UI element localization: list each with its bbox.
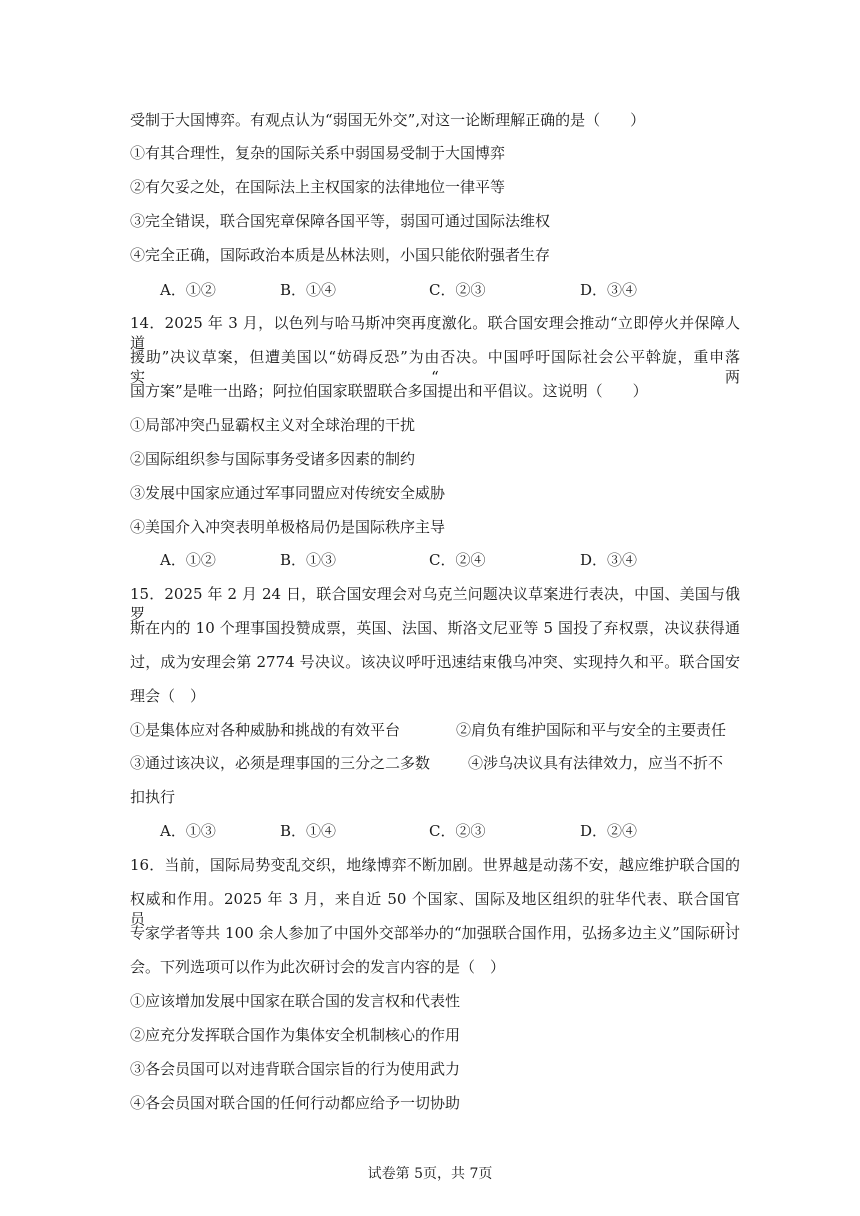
q14-stem-line-2: 援助”决议草案，但遭美国以“妨碍反恐”为由否决。中国呼吁国际社会公平斡旋，重申落实“两 <box>130 348 740 386</box>
q16-statement-2: ②应充分发挥联合国作为集体安全机制核心的作用 <box>130 1026 461 1044</box>
q14-option-b[interactable]: B．①③ <box>280 551 337 569</box>
q15-stem-line-2: 斯在内的 10 个理事国投赞成票，英国、法国、斯洛文尼亚等 5 国投了弃权票，决议获得通 <box>130 619 740 637</box>
q13-option-b[interactable]: B．①④ <box>280 281 337 299</box>
q14-option-c[interactable]: C．②④ <box>429 551 486 569</box>
q15-statement-1: ①是集体应对各种威胁和挑战的有效平台 <box>130 721 401 739</box>
q14-statement-1: ①局部冲突凸显霸权主义对全球治理的干扰 <box>130 416 416 434</box>
q15-stem-line-4: 理会（ ） <box>130 687 206 705</box>
q16-stem-line-4: 会。下列选项可以作为此次研讨会的发言内容的是（ ） <box>130 958 506 976</box>
page-footer: 试卷第 5页，共 7页 <box>367 1166 493 1182</box>
q13-option-a[interactable]: A．①② <box>160 281 216 299</box>
q14-stem-line-3: 国方案”是唯一出路；阿拉伯国家联盟联合多国提出和平倡议。这说明（ ） <box>130 382 648 400</box>
q16-statement-3: ③各会员国可以对违背联合国宗旨的行为使用武力 <box>130 1060 461 1078</box>
q13-statement-3: ③完全错误，联合国宪章保障各国平等，弱国可通过国际法维权 <box>130 212 551 230</box>
q13-stem-tail: 受制于大国博弈。有观点认为“弱国无外交”,对这一论断理解正确的是（ ） <box>130 111 646 129</box>
q14-statement-3: ③发展中国家应通过军事同盟应对传统安全威胁 <box>130 484 446 502</box>
q15-stem-line-1: 15．2025 年 2 月 24 日，联合国安理会对乌克兰问题决议草案进行表决，中国、美国与俄罗 <box>130 585 740 623</box>
q15-option-b[interactable]: B．①④ <box>280 822 337 840</box>
q15-statement-row-1 <box>130 720 740 740</box>
q15-option-d[interactable]: D．②④ <box>580 822 638 840</box>
q13-statement-4: ④完全正确，国际政治本质是丛林法则，小国只能依附强者生存 <box>130 246 551 264</box>
q13-option-d[interactable]: D．③④ <box>580 281 638 299</box>
q15-option-a[interactable]: A．①③ <box>160 822 216 840</box>
q15-statement-row-2 <box>130 753 740 773</box>
q14-stem-line-1: 14．2025 年 3 月，以色列与哈马斯冲突再度激化。联合国安理会推动“立即停火并保障人道 <box>130 314 740 352</box>
q16-stem-line-1: 16．当前，国际局势变乱交织，地缘博弈不断加剧。世界越是动荡不安，越应维护联合国的 <box>130 856 740 874</box>
q15-statement-4-cont: 扣执行 <box>130 788 176 806</box>
q15-statement-3: ③通过该决议，必须是理事国的三分之二多数 <box>130 754 431 772</box>
q15-statement-4: ④涉乌决议具有法律效力，应当不折不 <box>468 754 724 772</box>
q16-statement-4: ④各会员国对联合国的任何行动都应给予一切协助 <box>130 1094 461 1112</box>
q15-stem-line-3: 过，成为安理会第 2774 号决议。该决议呼吁迅速结束俄乌冲突、实现持久和平。联合国安 <box>130 653 740 671</box>
q13-option-c[interactable]: C．②③ <box>429 281 486 299</box>
q14-statement-2: ②国际组织参与国际事务受诸多因素的制约 <box>130 450 416 468</box>
q16-stem-line-2: 权威和作用。2025 年 3 月，来自近 50 个国家、国际及地区组织的驻华代表、联合国官员、 <box>130 890 740 928</box>
q13-statement-1: ①有其合理性，复杂的国际关系中弱国易受制于大国博弈 <box>130 144 506 162</box>
q14-option-d[interactable]: D．③④ <box>580 551 638 569</box>
q15-statement-2: ②肩负有维护国际和平与安全的主要责任 <box>456 721 727 739</box>
q13-statement-2: ②有欠妥之处，在国际法上主权国家的法律地位一律平等 <box>130 178 506 196</box>
q15-option-c[interactable]: C．②③ <box>429 822 486 840</box>
q14-statement-4: ④美国介入冲突表明单极格局仍是国际秩序主导 <box>130 518 446 536</box>
q16-stem-line-3: 专家学者等共 100 余人参加了中国外交部举办的“加强联合国作用，弘扬多边主义”国际研讨 <box>130 924 740 942</box>
q14-option-a[interactable]: A．①② <box>160 551 216 569</box>
q16-statement-1: ①应该增加发展中国家在联合国的发言权和代表性 <box>130 992 461 1010</box>
